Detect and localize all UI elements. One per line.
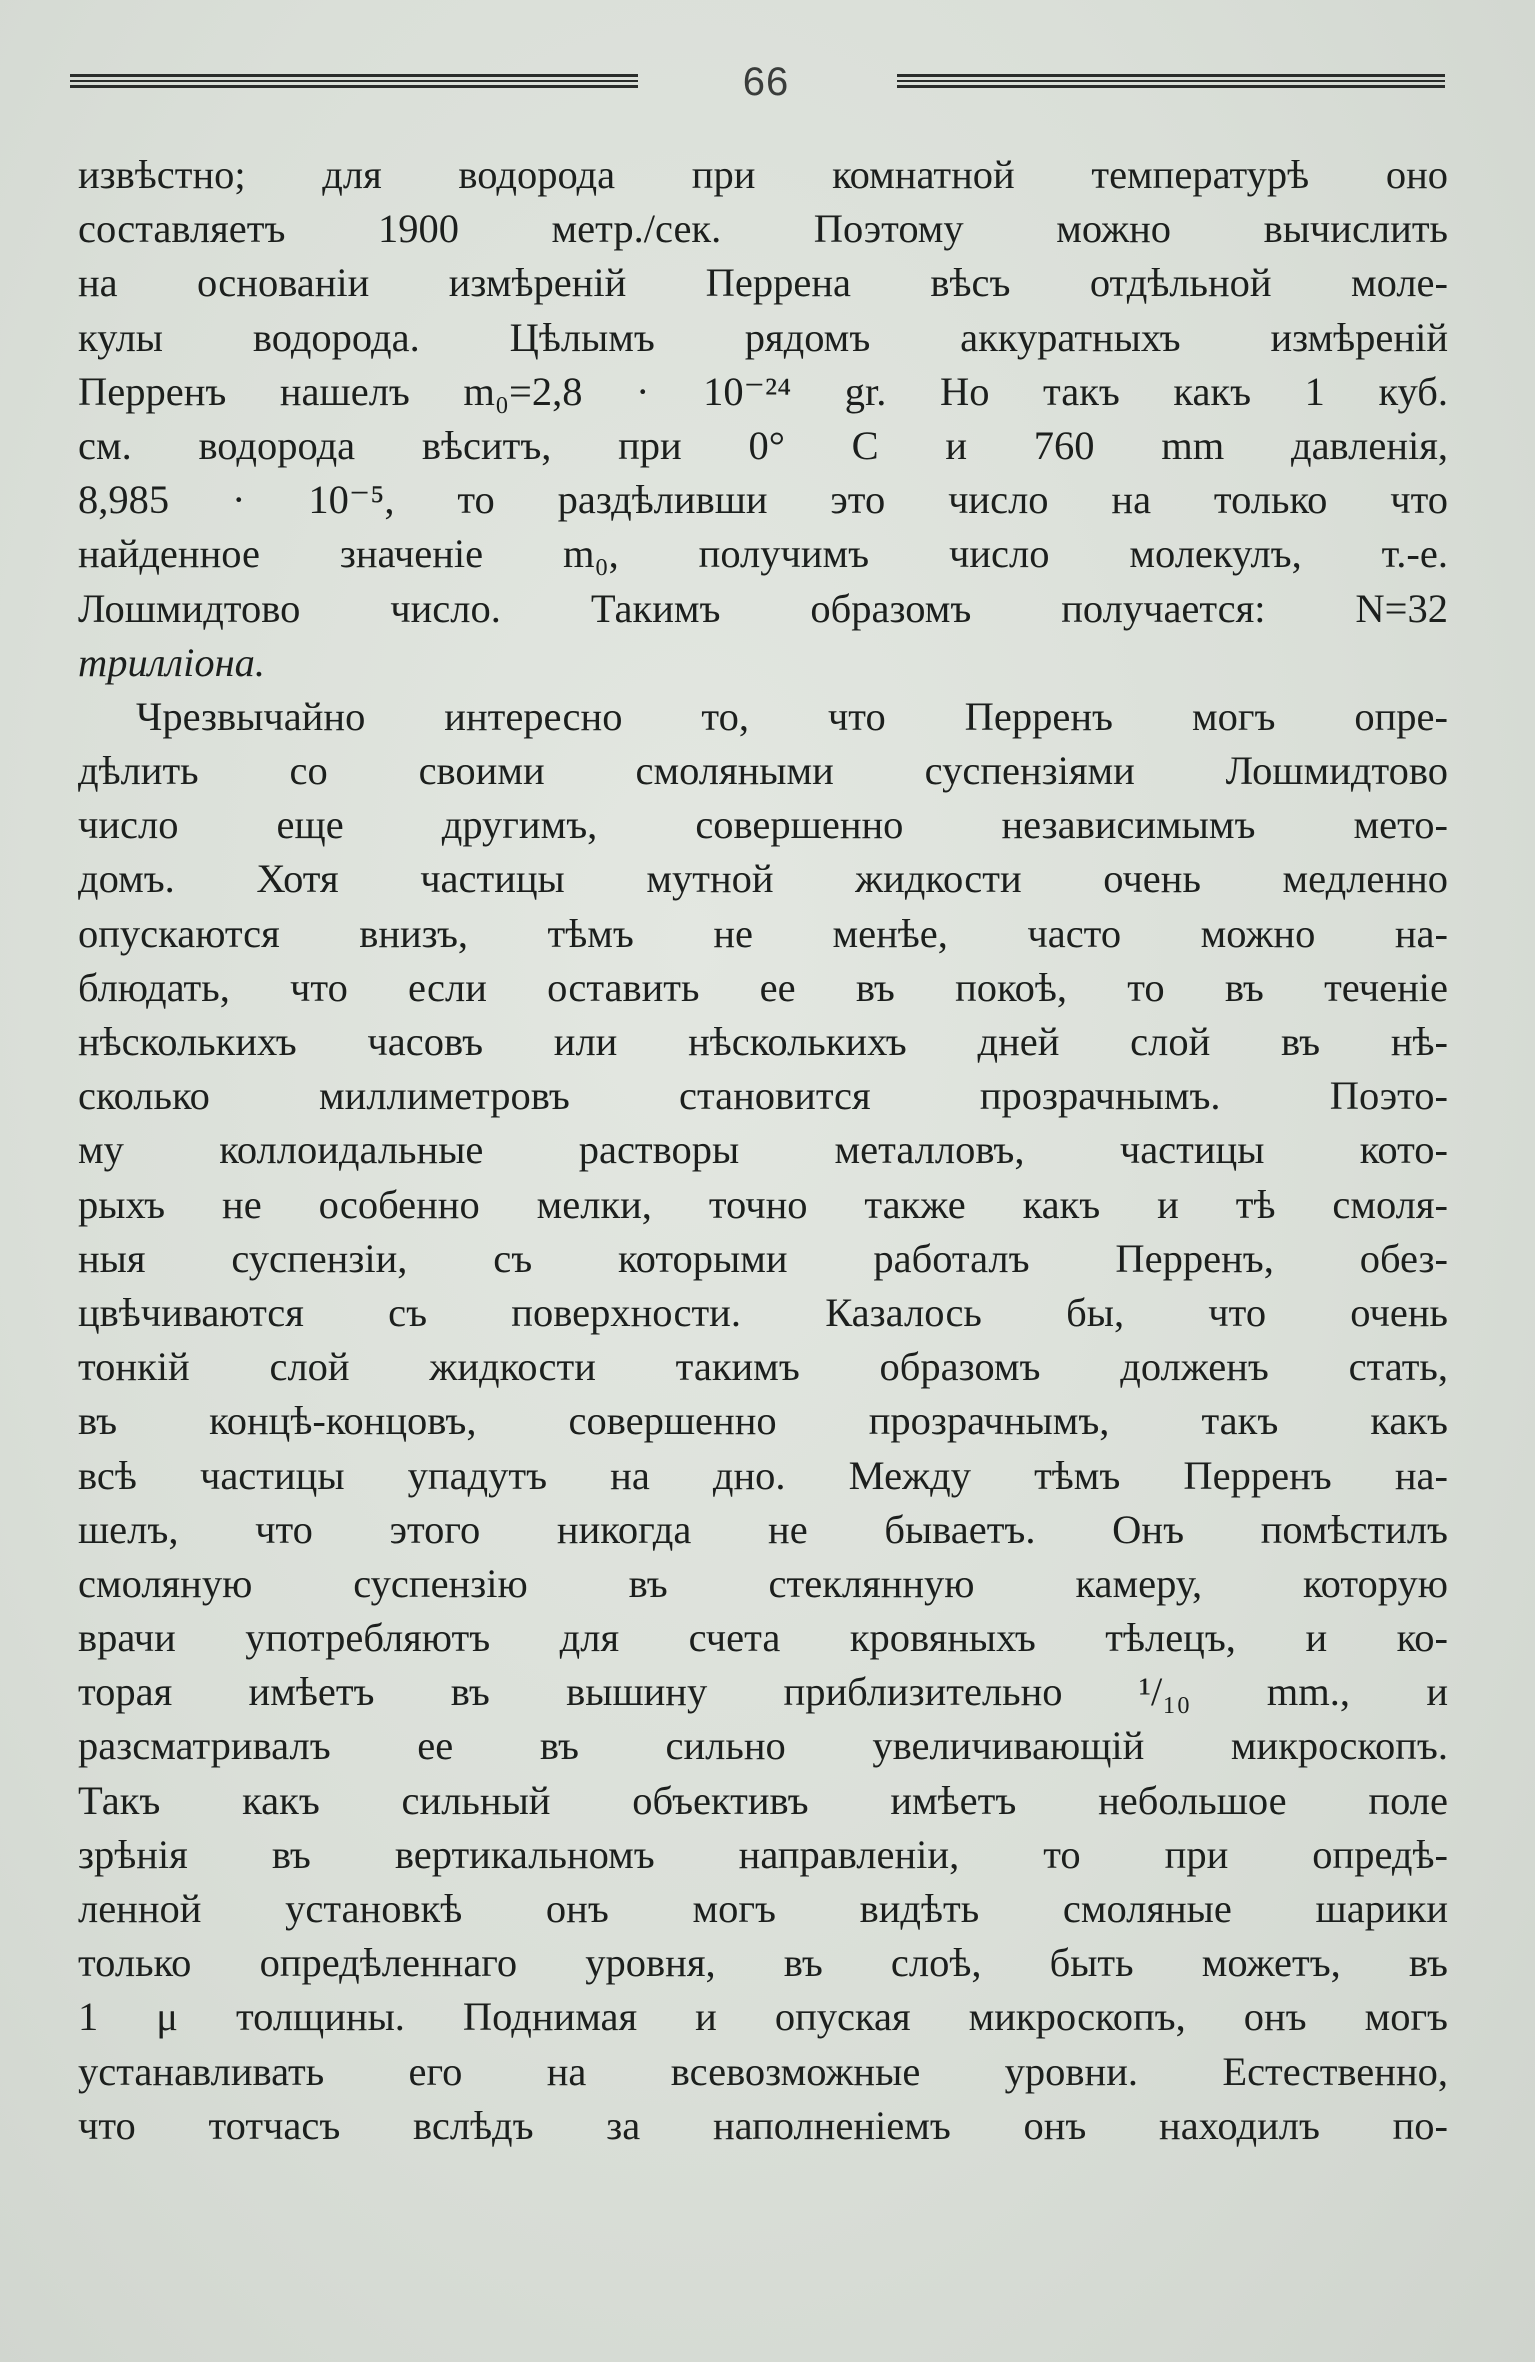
text-line: кулы водорода. Цѣлымъ рядомъ аккуратныхъ измѣреній — [78, 314, 1448, 360]
text-line: ныя суспензіи, съ которыми работалъ Перренъ, обез- — [78, 1235, 1448, 1281]
text-line: зрѣнія въ вертикальномъ направленіи, то при опредѣ- — [78, 1831, 1448, 1877]
text-line: составляетъ 1900 метр./сек. Поэтому можно вычислить — [78, 206, 1448, 252]
rule-line — [70, 80, 638, 82]
text-line: опускаются внизъ, тѣмъ не менѣе, часто можно на- — [78, 910, 1448, 956]
text-line: 8,985 · 10⁻⁵, то раздѣливши это число на только что — [78, 477, 1448, 523]
text-line: 1 μ толщины. Поднимая и опуская микроскопъ, онъ могъ — [78, 1994, 1448, 2040]
page-number: 66 — [742, 60, 790, 104]
text-line: нѣсколькихъ часовъ или нѣсколькихъ дней слой въ нѣ- — [78, 1019, 1448, 1064]
text-line: всѣ частицы упадутъ на дно. Между тѣмъ Перренъ на- — [78, 1452, 1448, 1498]
page-header — [70, 52, 1445, 112]
text-line: Такъ какъ сильный объективъ имѣетъ небольшое поле — [78, 1777, 1448, 1823]
header-rule-right — [897, 74, 1445, 88]
text-line: Перренъ нашелъ m₀=2,8 · 10⁻²⁴ gr. Но такъ какъ 1 куб. — [78, 368, 1448, 414]
rule-line — [897, 74, 1445, 77]
text-line: ленной установкѣ онъ могъ видѣть смоляные шарики — [78, 1886, 1448, 1931]
rule-line — [897, 85, 1445, 88]
text-line: что тотчасъ вслѣдъ за наполненіемъ онъ находилъ по- — [78, 2102, 1448, 2148]
text-line: шелъ, что этого никогда не бываетъ. Онъ помѣстилъ — [78, 1506, 1448, 1552]
rule-line — [70, 85, 638, 88]
text-line-first: Чрезвычайно интересно то, что Перренъ могъ опре- — [136, 693, 1448, 739]
text-line: врачи употребляютъ для счета кровяныхъ тѣлецъ, и ко- — [78, 1615, 1448, 1661]
header-rule-left — [70, 74, 638, 88]
text-line: въ концѣ-концовъ, совершенно прозрачнымъ, такъ какъ — [78, 1398, 1448, 1444]
rule-line — [897, 80, 1445, 82]
body-text — [78, 148, 1448, 2153]
text-line: домъ. Хотя частицы мутной жидкости очень медленно — [78, 856, 1448, 902]
text-line: цвѣчиваются съ поверхности. Казалось бы, что очень — [78, 1289, 1448, 1335]
text-line: торая имѣетъ въ вышину приблизительно ¹/₁₀ mm., и — [78, 1669, 1448, 1715]
text-line: тонкій слой жидкости такимъ образомъ долженъ стать, — [78, 1344, 1448, 1390]
text-line: смоляную суспензію въ стеклянную камеру, которую — [78, 1560, 1448, 1606]
text-line: на основаніи измѣреній Перрена вѣсъ отдѣльной моле- — [78, 260, 1448, 306]
text-line: блюдать, что если оставить ее въ покоѣ, то въ теченіе — [78, 964, 1448, 1010]
text-line: разсматривалъ ее въ сильно увеличивающій микроскопъ. — [78, 1723, 1448, 1769]
rule-line — [70, 74, 638, 77]
text-line: сколько миллиметровъ становится прозрачнымъ. Поэто- — [78, 1073, 1448, 1119]
text-line: только опредѣленнаго уровня, въ слоѣ, быть можетъ, въ — [78, 1940, 1448, 1986]
text-line-last: трилліона. — [78, 639, 266, 685]
text-line: извѣстно; для водорода при комнатной температурѣ оно — [78, 152, 1448, 197]
text-line: число еще другимъ, совершенно независимымъ мето- — [78, 802, 1448, 848]
text-line: Лошмидтово число. Такимъ образомъ получается: N=32 — [78, 585, 1448, 631]
text-line: му коллоидальные растворы металловъ, частицы кото- — [78, 1127, 1448, 1173]
text-line: см. водорода вѣситъ, при 0° С и 760 mm давленія, — [78, 422, 1448, 468]
text-line: рыхъ не особенно мелки, точно также какъ и тѣ смоля- — [78, 1181, 1448, 1227]
text-line: устанавливать его на всевозможные уровни. Естественно, — [78, 2048, 1448, 2094]
text-line: найденное значеніе m₀, получимъ число молекулъ, т.-е. — [78, 531, 1448, 577]
text-line: дѣлить со своими смоляными суспензіями Лошмидтово — [78, 748, 1448, 794]
